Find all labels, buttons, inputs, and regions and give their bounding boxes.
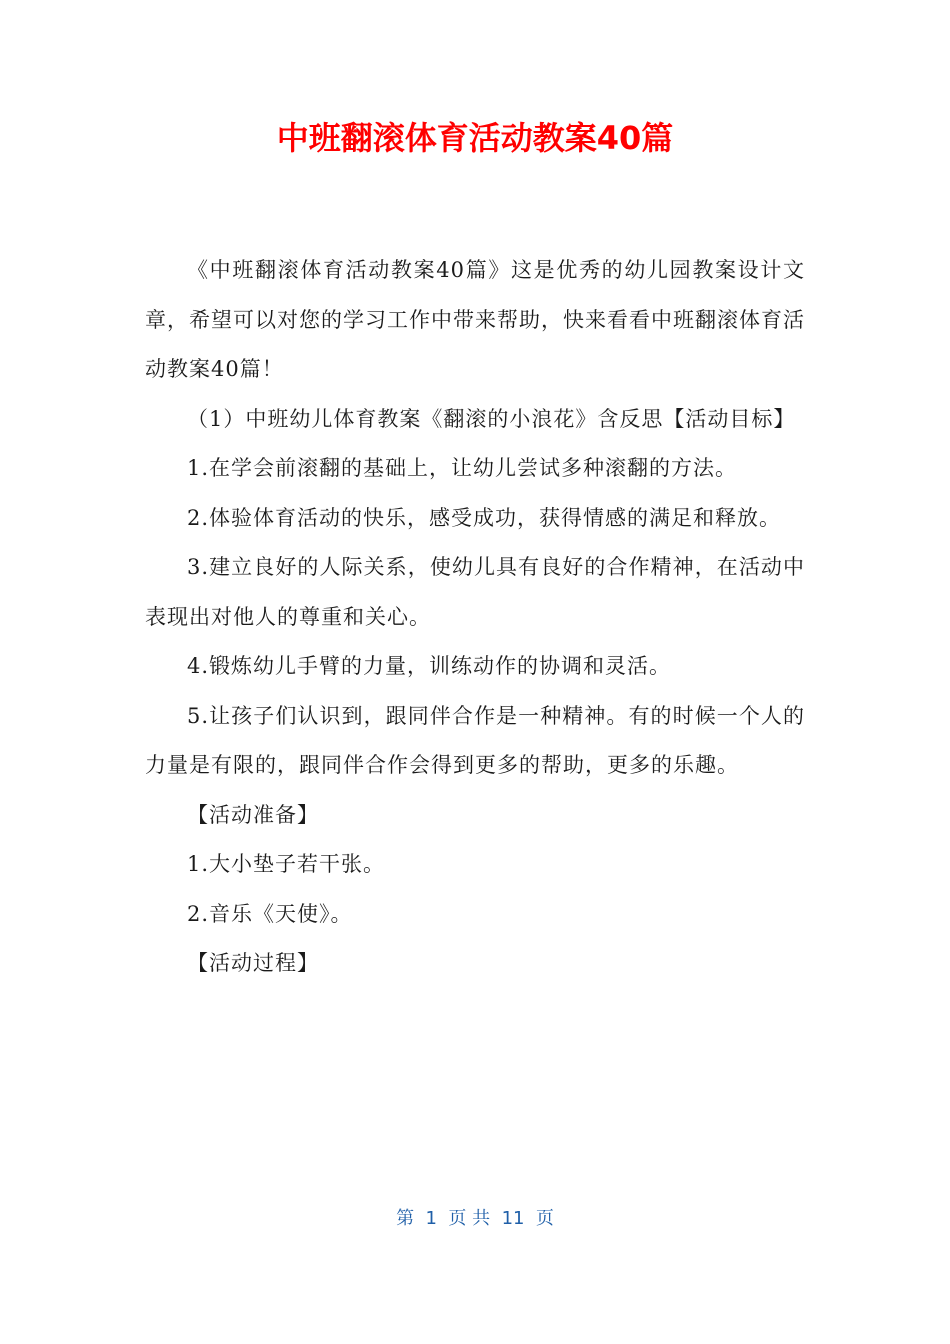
page-number-label: 第 1 页 共 11 页	[396, 1208, 554, 1229]
goal-item-3: 3.建立良好的人际关系，使幼儿具有良好的合作精神，在活动中表现出对他人的尊重和关心。	[145, 555, 805, 629]
preparation-item-1: 1.大小垫子若干张。	[187, 852, 386, 876]
goal-item-5: 5.让孩子们认识到，跟同伴合作是一种精神。有的时候一个人的力量是有限的，跟同伴合作会得到更多的帮助，更多的乐趣。	[145, 703, 805, 777]
document-body	[145, 246, 805, 989]
preparation-heading: 【活动准备】	[187, 802, 319, 827]
preparation-item-2: 2.音乐《天使》。	[187, 901, 353, 926]
page-footer	[0, 1206, 950, 1232]
document-title: 中班翻滚体育活动教案40篇	[276, 119, 674, 157]
intro-paragraph: 《中班翻滚体育活动教案40篇》这是优秀的幼儿园教案设计文章，希望可以对您的学习工作中带来帮助，快来看看中班翻滚体育活动教案40篇！	[145, 258, 805, 381]
goal-item-2: 2.体验体育活动的快乐，感受成功，获得情感的满足和释放。	[187, 505, 782, 530]
goal-item-4: 4.锻炼幼儿手臂的力量，训练动作的协调和灵活。	[187, 654, 672, 678]
lesson-heading: （1）中班幼儿体育教案《翻滚的小浪花》含反思【活动目标】	[187, 406, 796, 431]
goal-item-1: 1.在学会前滚翻的基础上，让幼儿尝试多种滚翻的方法。	[187, 456, 738, 480]
process-heading: 【活动过程】	[187, 951, 319, 975]
